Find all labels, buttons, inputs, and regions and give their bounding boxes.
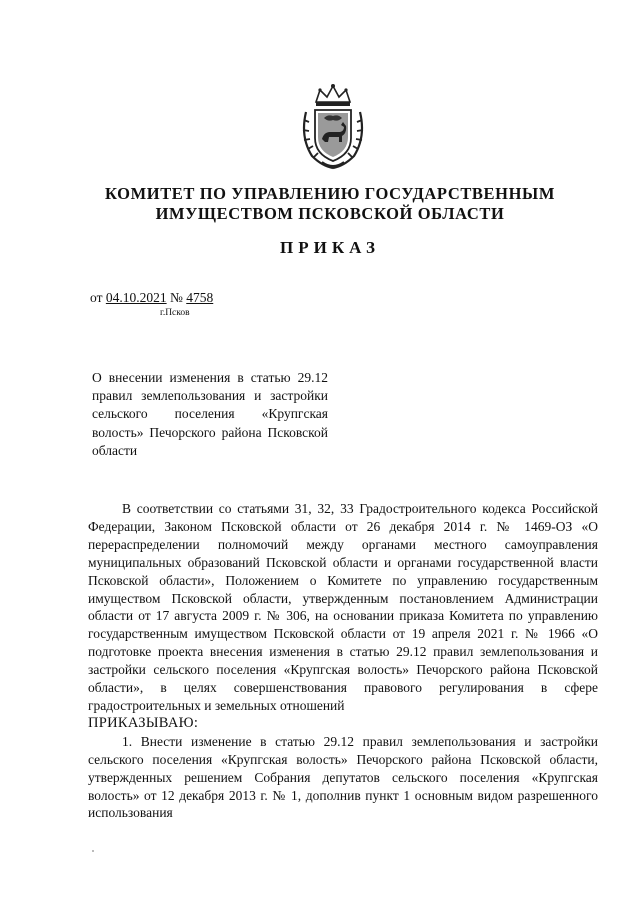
- from-label: от: [90, 290, 103, 305]
- document-type-title: ПРИКАЗ: [280, 238, 380, 257]
- document-date: 04.10.2021: [105, 290, 167, 305]
- number-label: №: [169, 290, 183, 305]
- document-subject: О внесении изменения в статью 29.12 правил землепользования и застройки сельского поселения «Крупгская волость» Печорского района Псковской области: [92, 370, 328, 458]
- document-body: [88, 500, 598, 822]
- scan-speck: [92, 850, 94, 852]
- organization-name: [60, 184, 600, 224]
- decree-item-1: 1. Внести изменение в статью 29.12 правил землепользования и застройки сельского поселения «Крупгская волость» Печорского района Псковской области, утвержденных решением Собрания депутатов сельского поселения «Крупгская волость» от 12 декабря 2013 г. № 1, дополнив пункт 1 основным видом разрешенного использования: [88, 733, 598, 821]
- document-date-number: [90, 290, 213, 306]
- organization-line-2: ИМУЩЕСТВОМ ПСКОВСКОЙ ОБЛАСТИ: [155, 204, 505, 223]
- coat-of-arms-icon: [298, 82, 368, 170]
- preamble-paragraph: В соответствии со статьями 31, 32, 33 Градостроительного кодекса Российской Федерации, Законом Псковской области от 26 декабря 2014 г. № 1469-ОЗ «О перераспределении полномочий между органами местного самоуправления муниципальных образований Псковской области и органами государственной власти Псковской области», Положением о Комитете по управлению государственным имуществом Псковской области, утвержденным постановлением Администрации области от 17 августа 2009 г. № 306, на основании приказа Комитета по управлению государственным имуществом Псковской области от 19 апреля 2021 г. № 1966 «О подготовке проекта внесения изменения в статью 29.12 правил землепользования и застройки сельского поселения «Крупгская волость» Печорского района Псковской области», в целях совершенствования правового регулирования в сфере градостроительных и земельных отношений: [88, 501, 598, 713]
- issue-city: г.Псков: [160, 308, 190, 318]
- organization-line-1: КОМИТЕТ ПО УПРАВЛЕНИЮ ГОСУДАРСТВЕННЫМ: [105, 184, 555, 203]
- decree-heading: ПРИКАЗЫВАЮ:: [88, 714, 199, 731]
- document-number: 4758: [186, 290, 214, 305]
